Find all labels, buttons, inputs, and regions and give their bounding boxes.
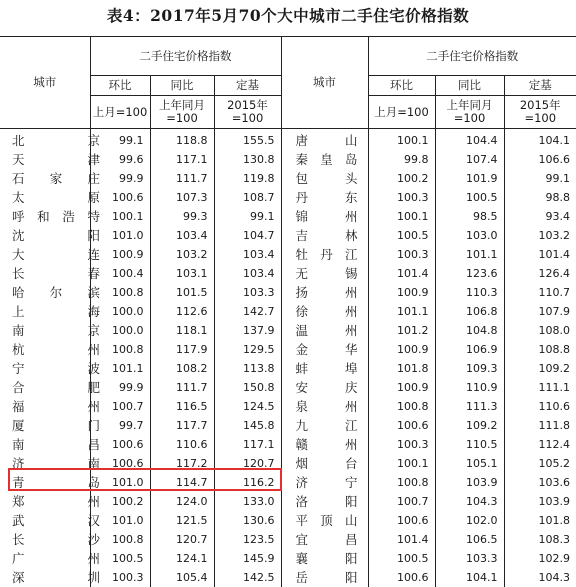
fixed-cell-right: 108.3 [504,530,576,549]
city-cell-right [281,264,368,283]
table-row [0,321,576,340]
table-row [0,207,576,226]
table-row [0,302,576,321]
mom-cell-right: 100.2 [368,169,435,188]
mom-cell-right: 100.7 [368,492,435,511]
city-cell-right [281,245,368,264]
city-cell-left [0,321,90,340]
mom-cell-right: 100.8 [368,473,435,492]
mom-cell-right: 101.4 [368,264,435,283]
fixed-cell-left: 104.7 [214,226,281,245]
yoy-cell-right: 123.6 [435,264,504,283]
city-cell-right [281,454,368,473]
yoy-cell-left: 99.3 [150,207,214,226]
city-cell-right [281,150,368,169]
yoy-cell-right: 101.9 [435,169,504,188]
mom-cell-left: 101.0 [90,473,150,492]
yoy-cell-left: 117.9 [150,340,214,359]
fixed-cell-left: 120.7 [214,454,281,473]
yoy-cell-right: 103.0 [435,226,504,245]
mom-cell-right: 99.8 [368,150,435,169]
city-cell-left-text: 宁波 [12,359,100,378]
city-cell-right-text: 岳阳 [296,568,358,587]
city-cell-right [281,188,368,207]
yoy-cell-right: 104.3 [435,492,504,511]
yoy-cell-left: 107.3 [150,188,214,207]
fixed-cell-right: 109.2 [504,359,576,378]
yoy-cell-right: 106.5 [435,530,504,549]
yoy-cell-left: 118.8 [150,129,214,151]
city-cell-left [0,226,90,245]
city-cell-left-text: 长沙 [12,530,100,549]
city-cell-left [0,340,90,359]
city-cell-right-text: 秦皇岛 [296,150,358,169]
mom-cell-right: 100.6 [368,511,435,530]
fixed-cell-left: 117.1 [214,435,281,454]
yoy-cell-left: 114.7 [150,473,214,492]
mom-cell-right: 100.1 [368,454,435,473]
fixed-cell-left: 124.5 [214,397,281,416]
mom-cell-right: 100.5 [368,549,435,568]
city-cell-left [0,454,90,473]
mom-header-right: 环比 [368,76,435,96]
table-row [0,454,576,473]
fixed-cell-left: 103.4 [214,264,281,283]
city-cell-right-text: 唐山 [296,131,358,150]
city-cell-right [281,378,368,397]
city-cell-right-text: 平顶山 [296,511,358,530]
city-cell-right-text: 徐州 [296,302,358,321]
city-cell-right [281,511,368,530]
city-cell-right [281,129,368,151]
fixed-cell-left: 113.8 [214,359,281,378]
city-cell-left-text: 北京 [12,131,100,150]
mom-cell-right: 100.3 [368,188,435,207]
mom-cell-left: 100.6 [90,454,150,473]
yoy-cell-right: 110.3 [435,283,504,302]
fixed-cell-right: 108.0 [504,321,576,340]
fixed-cell-right: 111.8 [504,416,576,435]
city-cell-right-text: 吉林 [296,226,358,245]
mom-cell-left: 99.6 [90,150,150,169]
yoy-cell-right: 104.4 [435,129,504,151]
table-row [0,188,576,207]
table-row [0,264,576,283]
table-row [0,549,576,568]
fixed-cell-right: 93.4 [504,207,576,226]
fixed-cell-left: 130.8 [214,150,281,169]
fixed-cell-left: 103.4 [214,245,281,264]
mom-cell-left: 100.9 [90,245,150,264]
city-cell-left [0,207,90,226]
fixed-cell-left: 142.5 [214,568,281,587]
city-cell-left-text: 天津 [12,150,100,169]
mom-cell-left: 100.6 [90,435,150,454]
fixed-cell-right: 110.6 [504,397,576,416]
fixed-cell-left: 150.8 [214,378,281,397]
fixed-cell-right: 105.2 [504,454,576,473]
city-cell-left-text: 大连 [12,245,100,264]
fixed-cell-right: 103.9 [504,492,576,511]
city-cell-right [281,340,368,359]
city-cell-left [0,378,90,397]
city-cell-left [0,150,90,169]
city-cell-left-text: 济南 [12,454,100,473]
mom-cell-right: 101.2 [368,321,435,340]
city-cell-right-text: 金华 [296,340,358,359]
yoy-cell-right: 111.3 [435,397,504,416]
yoy-cell-right: 100.5 [435,188,504,207]
fixed-cell-right: 106.6 [504,150,576,169]
yoy-base-right: 上年同月=100 [435,96,504,129]
city-cell-left-text: 呼和浩特 [12,207,100,226]
table-row [0,378,576,397]
city-cell-left [0,568,90,587]
city-cell-right-text: 扬州 [296,283,358,302]
mom-cell-left: 100.2 [90,492,150,511]
city-cell-right [281,283,368,302]
yoy-base-left: 上年同月=100 [150,96,214,129]
city-cell-right [281,568,368,587]
city-cell-left [0,188,90,207]
city-cell-right-text: 蚌埠 [296,359,358,378]
mom-cell-left: 100.7 [90,397,150,416]
index-group-header-left: 二手住宅价格指数 [90,37,281,76]
fixed-cell-left: 108.7 [214,188,281,207]
table-row [0,129,576,151]
yoy-cell-left: 124.0 [150,492,214,511]
city-cell-left [0,435,90,454]
mom-cell-right: 100.1 [368,207,435,226]
mom-cell-left: 99.9 [90,378,150,397]
fixed-cell-left: 137.9 [214,321,281,340]
yoy-cell-left: 111.7 [150,169,214,188]
mom-cell-left: 100.6 [90,188,150,207]
city-cell-left [0,359,90,378]
city-cell-right [281,530,368,549]
table-row [0,416,576,435]
yoy-cell-right: 110.5 [435,435,504,454]
mom-base-right: 上月=100 [368,96,435,129]
yoy-cell-left: 117.7 [150,416,214,435]
mom-cell-right: 100.3 [368,245,435,264]
city-cell-right-text: 宜昌 [296,530,358,549]
table-row [0,283,576,302]
yoy-cell-left: 103.1 [150,264,214,283]
table-row [0,340,576,359]
city-cell-right-text: 襄阳 [296,549,358,568]
city-cell-left [0,511,90,530]
city-cell-right [281,473,368,492]
mom-cell-right: 100.9 [368,340,435,359]
city-cell-right [281,321,368,340]
yoy-cell-right: 104.1 [435,568,504,587]
city-cell-left-text: 福州 [12,397,100,416]
city-cell-left [0,492,90,511]
city-cell-right-text: 丹东 [296,188,358,207]
mom-cell-left: 100.0 [90,302,150,321]
fixed-base-left: 2015年=100 [214,96,281,129]
yoy-cell-right: 103.3 [435,549,504,568]
yoy-cell-right: 106.8 [435,302,504,321]
city-column-header-right: 城市 [281,37,368,129]
yoy-cell-left: 117.2 [150,454,214,473]
city-cell-right [281,416,368,435]
yoy-cell-left: 121.5 [150,511,214,530]
yoy-cell-left: 105.4 [150,568,214,587]
city-cell-left-text: 哈尔滨 [12,283,100,302]
city-cell-left [0,397,90,416]
city-cell-left [0,283,90,302]
yoy-cell-right: 105.1 [435,454,504,473]
yoy-cell-left: 118.1 [150,321,214,340]
mom-cell-right: 101.1 [368,302,435,321]
city-cell-left-text: 南京 [12,321,100,340]
mom-cell-right: 100.9 [368,283,435,302]
yoy-cell-right: 107.4 [435,150,504,169]
city-cell-right [281,169,368,188]
yoy-header-left: 同比 [150,76,214,96]
fixed-cell-left: 103.3 [214,283,281,302]
yoy-cell-right: 106.9 [435,340,504,359]
table-row [0,397,576,416]
fixed-cell-right: 111.1 [504,378,576,397]
table-row [0,359,576,378]
table-row [0,530,576,549]
mom-cell-right: 100.9 [368,378,435,397]
fixed-header-right: 定基 [504,76,576,96]
city-cell-right [281,435,368,454]
table-title: 表4：2017年5月70个大中城市二手住宅价格指数 [0,4,576,26]
city-cell-right-text: 安庆 [296,378,358,397]
mom-cell-left: 101.0 [90,226,150,245]
city-cell-right-text: 锦州 [296,207,358,226]
city-cell-right [281,549,368,568]
city-cell-right [281,359,368,378]
price-index-table [0,36,576,587]
yoy-cell-right: 101.1 [435,245,504,264]
city-cell-left-text: 石家庄 [12,169,100,188]
city-cell-left-text: 沈阳 [12,226,100,245]
fixed-cell-right: 101.4 [504,245,576,264]
city-cell-left-text: 郑州 [12,492,100,511]
fixed-cell-left: 99.1 [214,207,281,226]
yoy-cell-left: 103.2 [150,245,214,264]
mom-cell-left: 100.8 [90,530,150,549]
mom-cell-left: 99.9 [90,169,150,188]
yoy-cell-left: 111.7 [150,378,214,397]
table-row [0,511,576,530]
yoy-cell-left: 103.4 [150,226,214,245]
city-cell-left-text: 深圳 [12,568,100,587]
fixed-cell-left: 119.8 [214,169,281,188]
fixed-cell-right: 99.1 [504,169,576,188]
yoy-cell-left: 108.2 [150,359,214,378]
fixed-cell-right: 103.2 [504,226,576,245]
city-cell-right [281,397,368,416]
mom-cell-left: 99.1 [90,129,150,151]
city-cell-left [0,530,90,549]
table-row [0,568,576,587]
city-cell-right-text: 温州 [296,321,358,340]
mom-header-left: 环比 [90,76,150,96]
city-cell-left [0,245,90,264]
city-cell-left [0,549,90,568]
fixed-cell-right: 101.8 [504,511,576,530]
city-column-header-left: 城市 [0,37,90,129]
fixed-header-left: 定基 [214,76,281,96]
city-cell-left-text: 广州 [12,549,100,568]
mom-cell-left: 100.1 [90,207,150,226]
fixed-cell-left: 155.5 [214,129,281,151]
fixed-cell-right: 126.4 [504,264,576,283]
fixed-cell-right: 108.8 [504,340,576,359]
city-cell-right [281,302,368,321]
yoy-header-right: 同比 [435,76,504,96]
mom-cell-right: 100.8 [368,397,435,416]
fixed-cell-right: 102.9 [504,549,576,568]
yoy-cell-left: 110.6 [150,435,214,454]
fixed-cell-right: 104.1 [504,129,576,151]
city-cell-right-text: 赣州 [296,435,358,454]
mom-cell-right: 100.1 [368,129,435,151]
city-cell-left [0,169,90,188]
city-cell-right-text: 无锡 [296,264,358,283]
city-cell-right-text: 包头 [296,169,358,188]
table-row [0,150,576,169]
table-row [0,473,576,492]
mom-base-left: 上月=100 [90,96,150,129]
fixed-cell-right: 107.9 [504,302,576,321]
yoy-cell-left: 112.6 [150,302,214,321]
city-cell-left-text: 合肥 [12,378,100,397]
city-cell-left-text: 杭州 [12,340,100,359]
fixed-cell-left: 133.0 [214,492,281,511]
table-body [0,129,576,587]
city-cell-left [0,264,90,283]
city-cell-left-text: 长春 [12,264,100,283]
mom-cell-left: 100.8 [90,283,150,302]
yoy-cell-left: 116.5 [150,397,214,416]
fixed-cell-right: 103.6 [504,473,576,492]
table-row [0,226,576,245]
mom-cell-right: 100.5 [368,226,435,245]
yoy-cell-left: 101.5 [150,283,214,302]
city-cell-right [281,207,368,226]
city-cell-left [0,473,90,492]
table-row [0,245,576,264]
city-cell-left-text: 武汉 [12,511,100,530]
city-cell-left-text: 上海 [12,302,100,321]
yoy-cell-left: 117.1 [150,150,214,169]
fixed-cell-right: 112.4 [504,435,576,454]
fixed-cell-left: 123.5 [214,530,281,549]
fixed-cell-left: 142.7 [214,302,281,321]
city-cell-left-text: 厦门 [12,416,100,435]
mom-cell-left: 100.3 [90,568,150,587]
index-group-header-right: 二手住宅价格指数 [368,37,576,76]
mom-cell-left: 99.7 [90,416,150,435]
yoy-cell-right: 109.3 [435,359,504,378]
table-row [0,169,576,188]
city-cell-left-text: 南昌 [12,435,100,454]
yoy-cell-left: 124.1 [150,549,214,568]
city-cell-left-text: 太原 [12,188,100,207]
fixed-cell-left: 116.2 [214,473,281,492]
mom-cell-left: 100.4 [90,264,150,283]
yoy-cell-right: 104.8 [435,321,504,340]
city-cell-right-text: 泉州 [296,397,358,416]
table-row [0,435,576,454]
fixed-cell-right: 98.8 [504,188,576,207]
city-cell-right-text: 洛阳 [296,492,358,511]
city-cell-right [281,492,368,511]
city-cell-left [0,416,90,435]
fixed-cell-left: 145.9 [214,549,281,568]
mom-cell-right: 100.6 [368,416,435,435]
city-cell-right [281,226,368,245]
mom-cell-right: 100.3 [368,435,435,454]
city-cell-left [0,302,90,321]
fixed-cell-left: 130.6 [214,511,281,530]
mom-cell-left: 101.1 [90,359,150,378]
yoy-cell-right: 110.9 [435,378,504,397]
city-cell-left [0,129,90,151]
city-cell-right-text: 烟台 [296,454,358,473]
city-cell-right-text: 九江 [296,416,358,435]
yoy-cell-left: 120.7 [150,530,214,549]
yoy-cell-right: 98.5 [435,207,504,226]
fixed-cell-right: 110.7 [504,283,576,302]
mom-cell-left: 100.0 [90,321,150,340]
mom-cell-right: 101.4 [368,530,435,549]
fixed-cell-right: 104.3 [504,568,576,587]
fixed-cell-left: 145.8 [214,416,281,435]
yoy-cell-right: 102.0 [435,511,504,530]
yoy-cell-right: 103.9 [435,473,504,492]
mom-cell-left: 100.8 [90,340,150,359]
city-cell-right-text: 牡丹江 [296,245,358,264]
yoy-cell-right: 109.2 [435,416,504,435]
city-cell-left-text: 青岛 [12,473,100,492]
mom-cell-left: 100.5 [90,549,150,568]
fixed-base-right: 2015年=100 [504,96,576,129]
mom-cell-right: 101.8 [368,359,435,378]
table-row [0,492,576,511]
city-cell-right-text: 济宁 [296,473,358,492]
mom-cell-right: 100.6 [368,568,435,587]
mom-cell-left: 101.0 [90,511,150,530]
fixed-cell-left: 129.5 [214,340,281,359]
